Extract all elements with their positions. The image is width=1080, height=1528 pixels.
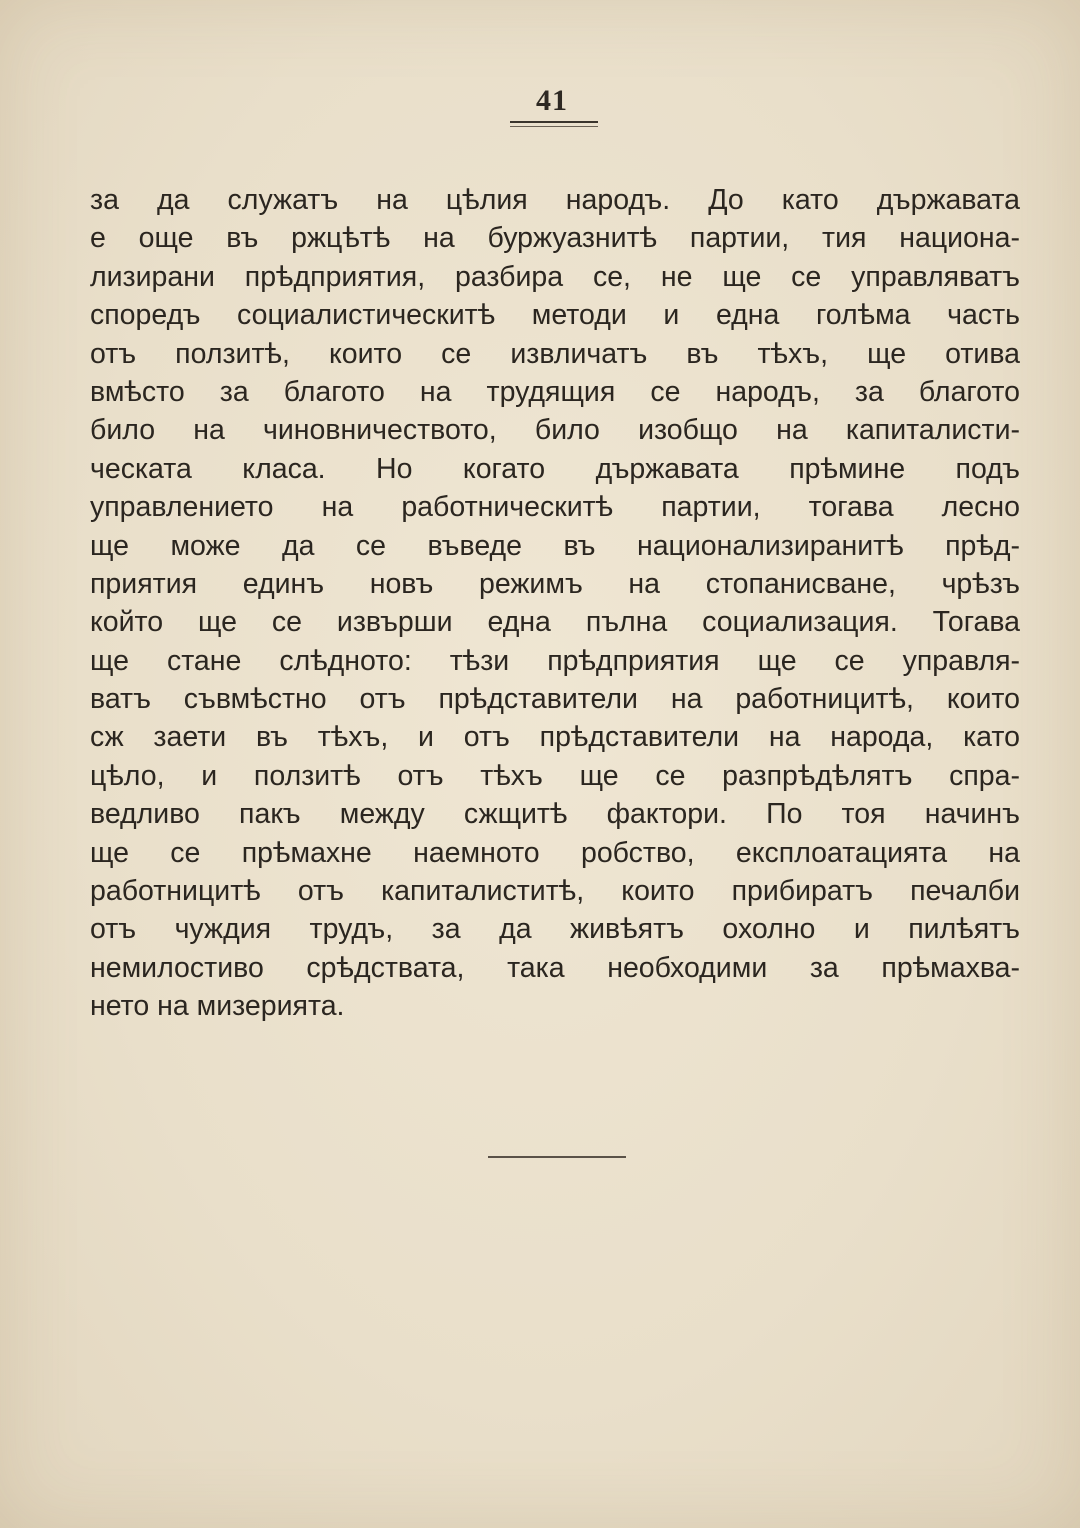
- text-line: лизирани прѣдприятия, разбира се, не ще се управляватъ: [90, 260, 1020, 293]
- closing-rule: [488, 1156, 626, 1158]
- text-line: ще стане слѣдното: тѣзи прѣдприятия ще се управля-: [90, 644, 1020, 677]
- text-line: за да служатъ на цѣлия народъ. До като държавата: [90, 184, 1020, 216]
- text-line: ватъ съвмѣстно отъ прѣдставители на работницитѣ, които: [90, 683, 1020, 716]
- text-line: немилостиво срѣдствата, така необходими за прѣмахва-: [90, 951, 1020, 984]
- text-line: управлението на работническитѣ партии, тогава лесно: [90, 491, 1020, 524]
- text-line: ческата класа. Но когато държавата прѣмине подъ: [90, 452, 1020, 485]
- text-line: ведливо пакъ между сжщитѣ фактори. По тоя начинъ: [90, 798, 1020, 831]
- text-line: споредъ социалистическитѣ методи и една голѣма часть: [90, 299, 1020, 332]
- body-paragraph: [90, 181, 1020, 1026]
- text-line: ще може да се въведе въ национализиранитѣ прѣд-: [90, 529, 1020, 562]
- text-line: сж заети въ тѣхъ, и отъ прѣдставители на народа, като: [90, 721, 1020, 754]
- text-line: цѣло, и ползитѣ отъ тѣхъ ще се разпрѣдѣлятъ спра-: [90, 759, 1020, 792]
- text-line: отъ ползитѣ, които се извличатъ въ тѣхъ, ще отива: [90, 337, 1020, 370]
- text-line: вмѣсто за благото на трудящия се народъ, за благото: [90, 375, 1020, 408]
- page-number: 41: [536, 84, 568, 117]
- text-line: приятия единъ новъ режимъ на стопанисване, чрѣзъ: [90, 567, 1020, 600]
- text-line: работницитѣ отъ капиталиститѣ, които прибиратъ печалби: [90, 875, 1020, 908]
- text-line: е още въ ржцѣтѣ на буржуазнитѣ партии, тия национа-: [90, 222, 1020, 255]
- text-line: отъ чуждия трудъ, за да живѣятъ охолно и пилѣятъ: [90, 913, 1020, 946]
- page-number-underline: [510, 121, 598, 123]
- text-line: ще се прѣмахне наемното робство, експлоатацията на: [90, 836, 1020, 869]
- text-line-last: нето на мизерията.: [90, 990, 345, 1023]
- page-number-underline-thin: [510, 126, 598, 127]
- text-line: било на чиновничеството, било изобщо на капиталисти-: [90, 414, 1020, 447]
- text-line: който ще се извърши една пълна социализация. Тогава: [90, 606, 1020, 639]
